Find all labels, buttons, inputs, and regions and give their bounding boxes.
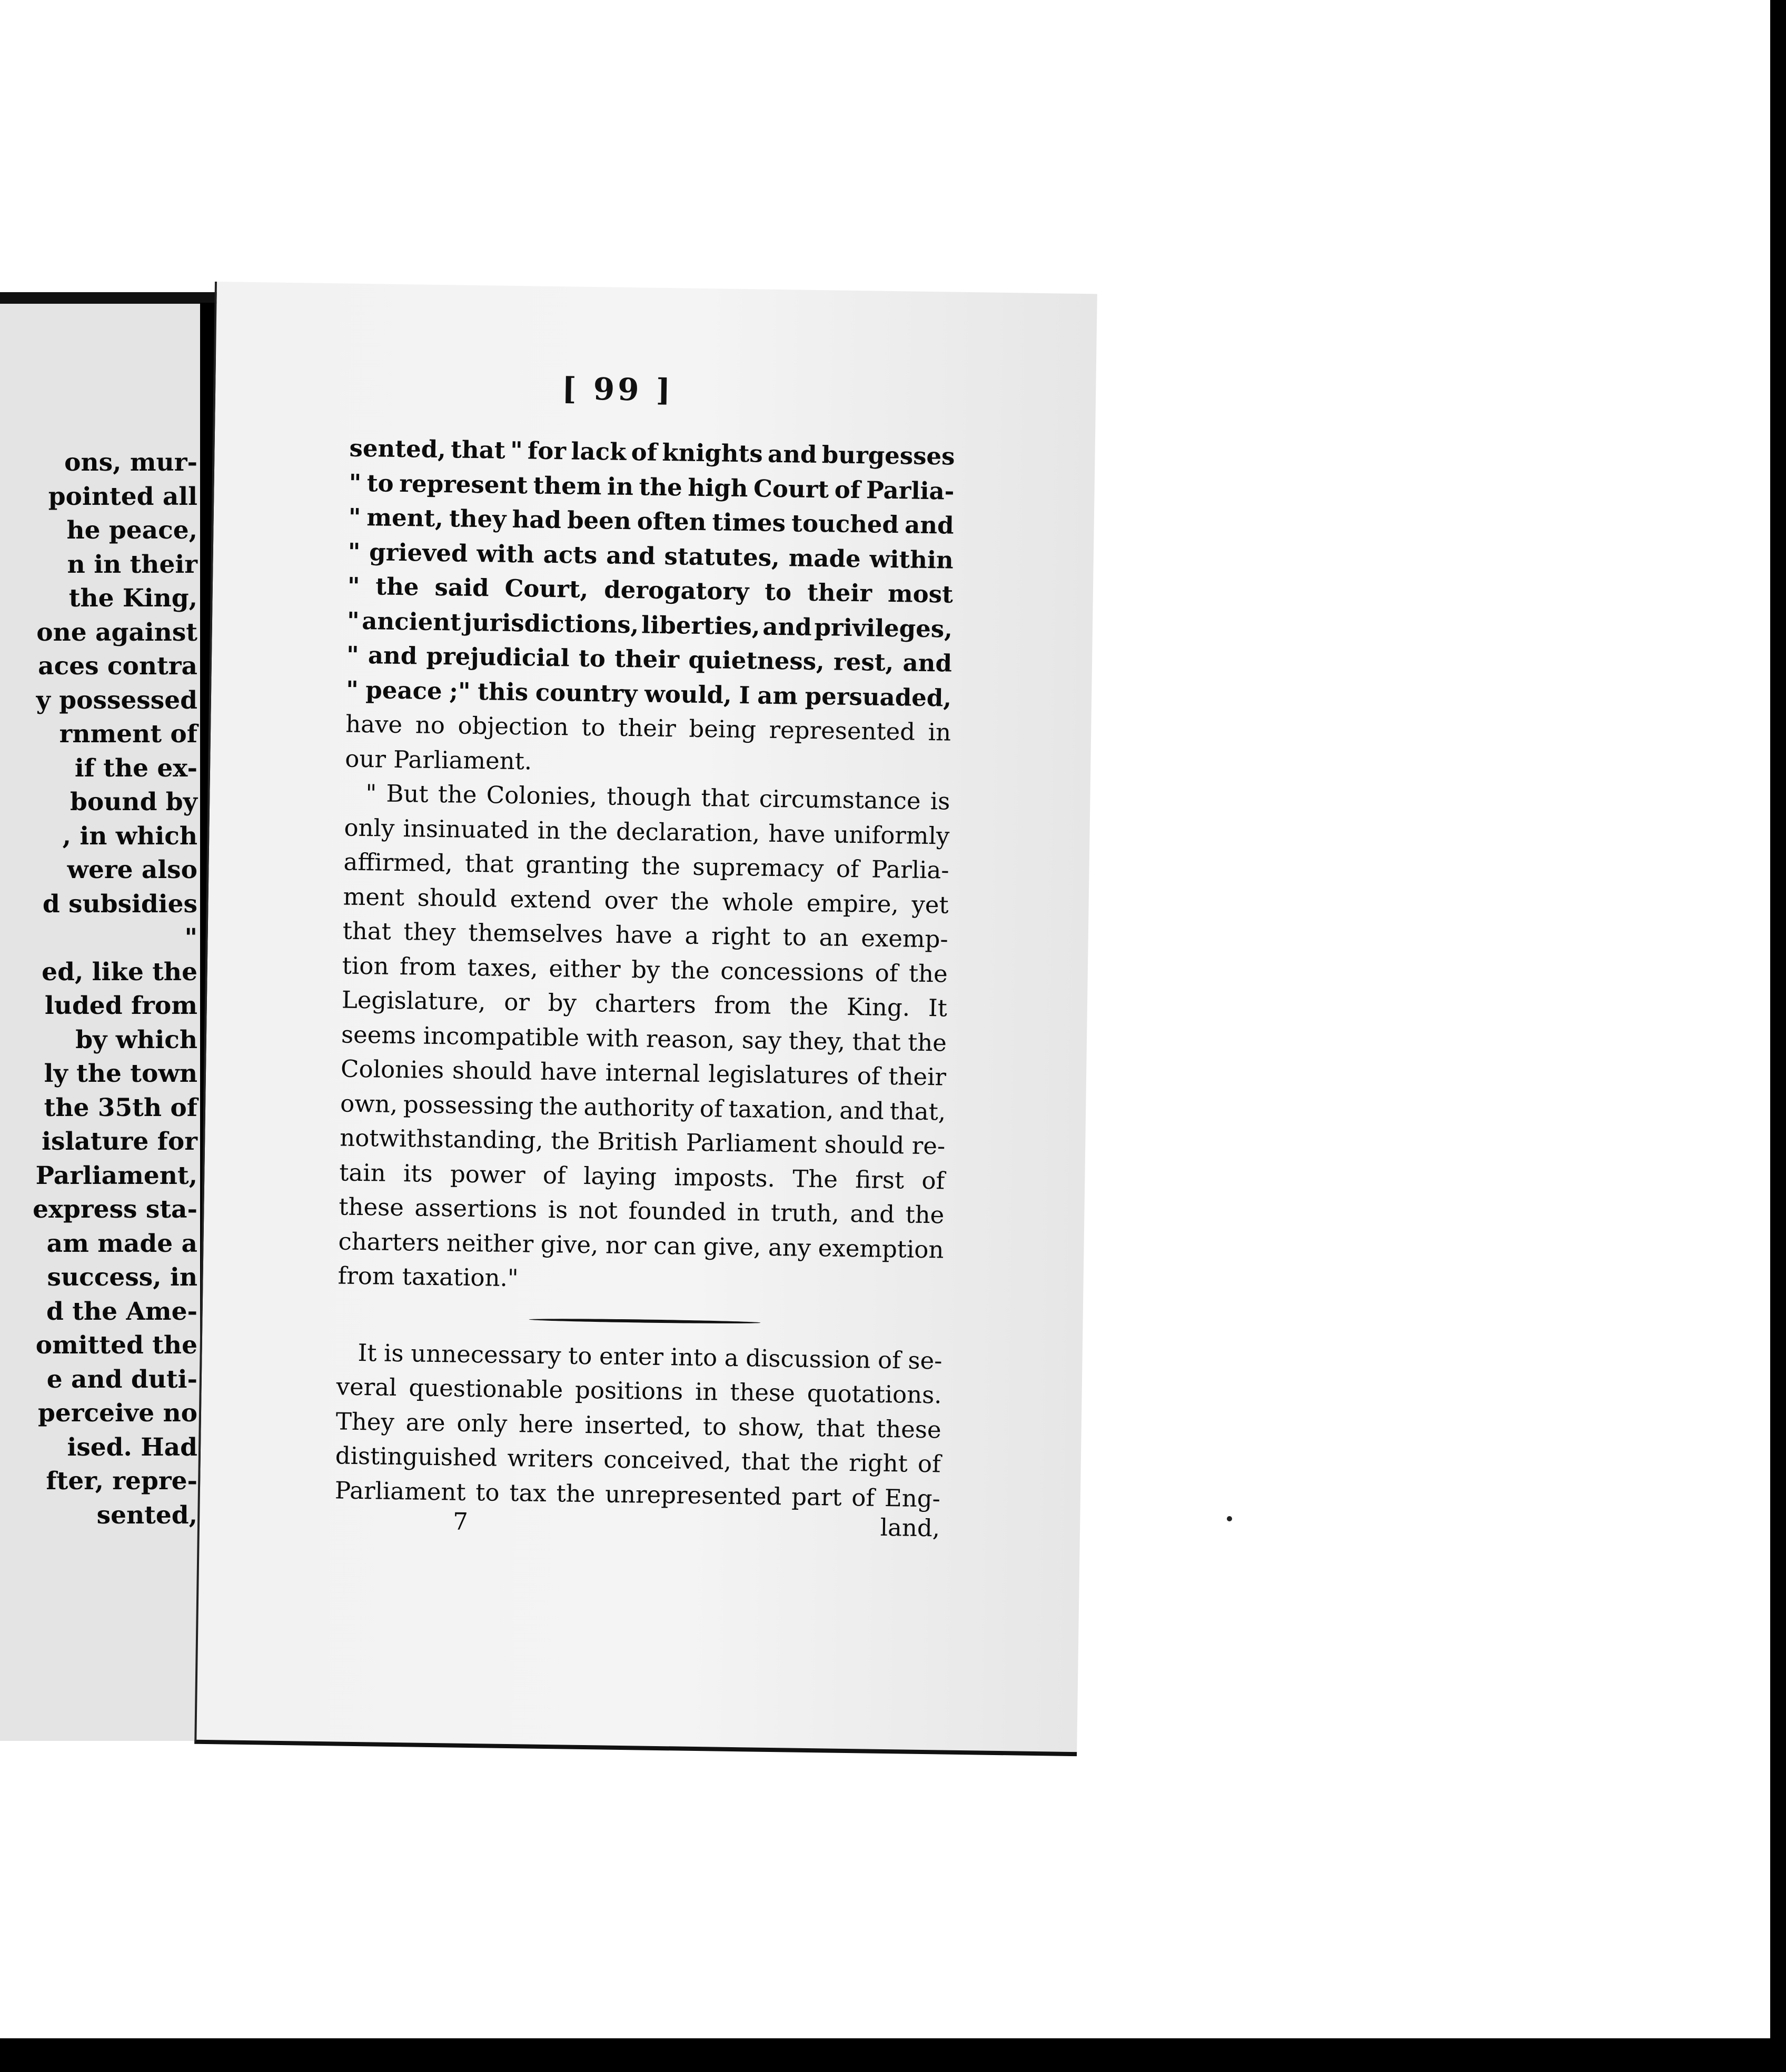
left-page-line: ons, mur- xyxy=(64,448,197,477)
body-text xyxy=(335,431,955,1516)
film-frame-border-right xyxy=(1770,0,1786,2072)
left-page-line: y possessed xyxy=(36,685,197,715)
text-line: tion from taxes, either by the concessions of the xyxy=(342,951,948,988)
left-page-line: n in their xyxy=(67,550,197,579)
left-page-line: ly the town xyxy=(44,1059,197,1088)
left-page-line: ed, like the xyxy=(42,957,197,987)
left-page-line: omitted the xyxy=(35,1331,197,1360)
text-line: notwithstanding, the British Parliament should re- xyxy=(339,1123,946,1160)
left-page-line: rnment of xyxy=(59,720,197,749)
film-frame-border-bottom xyxy=(0,2038,1786,2072)
text-line: seems incompatible with reason, say they, that the xyxy=(341,1020,947,1057)
text-line: Legislature, or by charters from the King. It xyxy=(341,985,948,1022)
text-line: our Parliament. xyxy=(345,744,532,775)
text-line: ment should extend over the whole empire, yet xyxy=(343,882,949,919)
text-line: Colonies should have internal legislatures of their xyxy=(340,1054,947,1091)
book-scan xyxy=(0,282,1100,1740)
text-line: " the said Court, derogatory to their most xyxy=(347,572,954,609)
left-page-line: sented, xyxy=(96,1500,197,1530)
stray-mark xyxy=(1227,1516,1232,1521)
text-line: " ment, they had been often times touched and xyxy=(348,503,954,540)
left-page-line: success, in xyxy=(47,1263,197,1292)
text-line: have no objection to their being represented in xyxy=(345,710,951,746)
left-page-line: the 35th of xyxy=(44,1093,197,1122)
text-line: only insinuated in the declaration, have uniformly xyxy=(344,813,950,850)
left-page-line: luded from xyxy=(44,991,197,1020)
text-line: charters neither give, nor can give, any exemption xyxy=(338,1227,944,1264)
left-page-line: " xyxy=(184,923,197,952)
text-line: from taxation." xyxy=(338,1261,519,1292)
left-page-line: by which xyxy=(75,1025,197,1054)
left-page-line: bound by xyxy=(70,788,197,816)
left-page-line: am made a xyxy=(46,1229,197,1258)
left-page-line: Parliament, xyxy=(35,1161,197,1190)
signature-mark: 7 xyxy=(452,1507,469,1536)
left-page-line: , in which xyxy=(62,821,197,851)
text-line: affirmed, that granting the supremacy of Parlia- xyxy=(343,848,949,884)
catchword: land, xyxy=(880,1513,940,1542)
right-page xyxy=(194,282,1097,1756)
page-number: [ 99 ] xyxy=(561,371,674,409)
text-line: distinguished writers conceived, that the right of xyxy=(335,1441,941,1478)
text-line: It is unnecessary to enter into a discussion of se- xyxy=(358,1338,942,1374)
text-line: these assertions is not founded in truth, and the xyxy=(339,1192,945,1229)
left-page-line: d the Ame- xyxy=(46,1297,197,1326)
left-page-line: express sta- xyxy=(33,1195,197,1224)
text-line: " peace ;" this country would, I am persuaded, xyxy=(345,675,952,712)
text-line: sented, that " for lack of knights and burgesses xyxy=(349,434,955,471)
text-line: veral questionable positions in these quotations. xyxy=(336,1372,942,1409)
text-line: " ancient jurisdictions, liberties, and privileges, xyxy=(346,606,953,643)
text-line: Parliament to tax the unrepresented part of Eng- xyxy=(334,1476,941,1512)
left-page-line: perceive no xyxy=(38,1399,197,1428)
text-line: " to represent them in the high Court of Parlia- xyxy=(349,469,955,505)
text-line: " grieved with acts and statutes, made within xyxy=(348,537,954,574)
left-page xyxy=(0,292,221,1741)
left-page-line: the King, xyxy=(68,584,197,613)
left-page-line: d subsidies xyxy=(42,889,197,919)
text-line: " But the Colonies, though that circumstance is xyxy=(365,779,950,815)
left-page-line: ised. Had xyxy=(67,1432,197,1462)
text-line: " and prejudicial to their quietness, rest, and xyxy=(346,641,952,678)
left-page-line: e and duti- xyxy=(46,1364,197,1394)
text-line: tain its power of laying imposts. The first of xyxy=(339,1158,945,1195)
text-line: They are only here inserted, to show, that these xyxy=(335,1407,941,1443)
left-page-line: he peace, xyxy=(66,516,197,545)
left-page-text xyxy=(18,446,197,1532)
left-page-line: pointed all xyxy=(48,482,197,511)
text-line: that they themselves have a right to an exemp- xyxy=(342,917,949,953)
left-page-line: if the ex- xyxy=(74,753,197,783)
left-page-line: fter, repre- xyxy=(46,1467,197,1496)
left-page-line: one against xyxy=(36,617,197,647)
left-page-line: islature for xyxy=(42,1127,197,1156)
text-line: own, possessing the authority of taxation, and that, xyxy=(340,1089,946,1126)
left-page-line: aces contra xyxy=(38,652,197,681)
left-page-line: were also xyxy=(67,855,197,884)
